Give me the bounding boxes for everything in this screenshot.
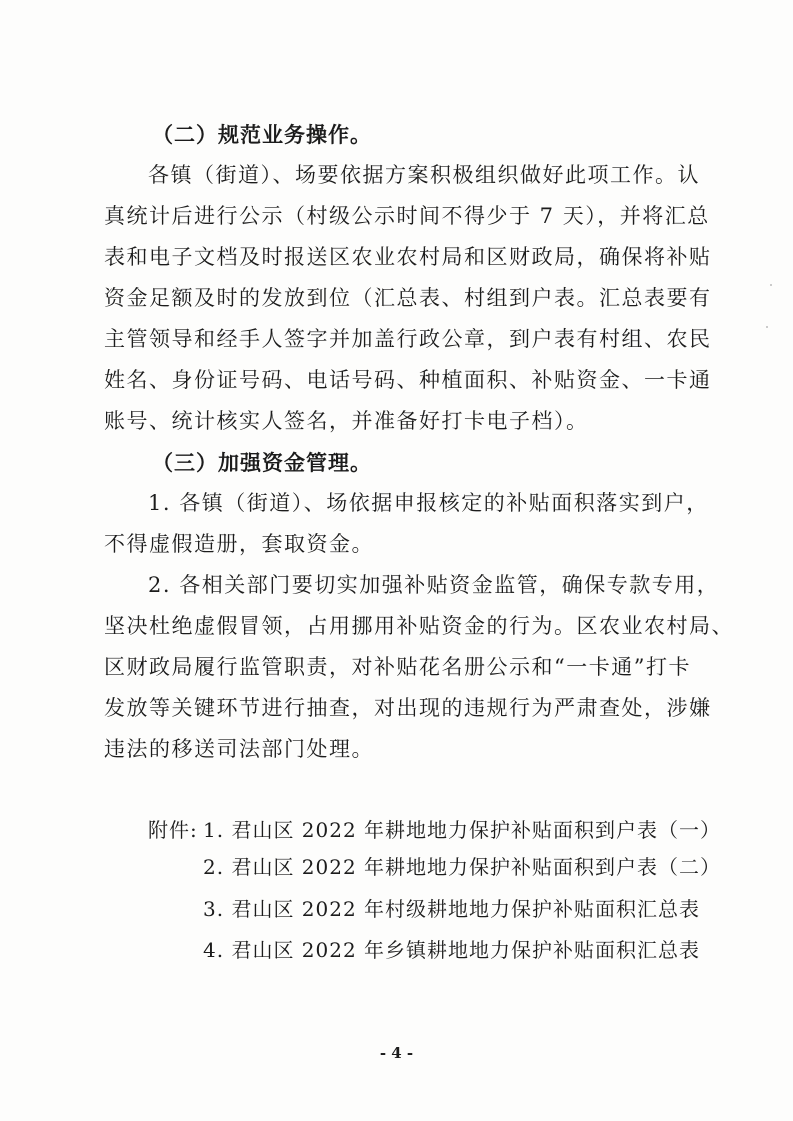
paragraph-line: 各镇（街道）、场要依据方案积极组织做好此项工作。认 bbox=[148, 163, 700, 187]
scan-speck bbox=[766, 326, 768, 328]
paragraph-line: 违法的移送司法部门处理。 bbox=[104, 737, 374, 761]
paragraph-line: 账号、统计核实人签名，并准备好打卡电子档）。 bbox=[104, 409, 589, 433]
paragraph-line: 姓名、身份证号码、电话号码、种植面积、补贴资金、一卡通 bbox=[104, 368, 712, 392]
attachment-item: 3. 君山区 2022 年村级耕地地力保护补贴面积汇总表 bbox=[203, 897, 701, 921]
paragraph-line: 资金足额及时的发放到位（汇总表、村组到户表。汇总表要有 bbox=[104, 286, 712, 310]
paragraph-line: 1. 各镇（街道）、场依据申报核定的补贴面积落实到户， bbox=[148, 491, 709, 515]
paragraph-line: 2. 各相关部门要切实加强补贴资金监管，确保专款专用， bbox=[148, 573, 720, 597]
paragraph-line: 坚决杜绝虚假冒领，占用挪用补贴资金的行为。区农业农村局、 bbox=[104, 614, 734, 638]
paragraph-line: 发放等关键环节进行抽查，对出现的违规行为严肃查处，涉嫌 bbox=[104, 696, 712, 720]
attachment-item: 4. 君山区 2022 年乡镇耕地地力保护补贴面积汇总表 bbox=[203, 938, 701, 962]
section-heading-2: （二）规范业务操作。 bbox=[152, 122, 372, 147]
page-number: - 4 - bbox=[379, 1044, 414, 1062]
paragraph-line: 不得虚假造册，套取资金。 bbox=[104, 532, 374, 556]
paragraph-line: 真统计后进行公示（村级公示时间不得少于 7 天），并将汇总 bbox=[104, 204, 710, 228]
paragraph-line: 表和电子文档及时报送区农业农村局和区财政局，确保将补贴 bbox=[104, 245, 712, 269]
paragraph-line: 区财政局履行监管职责，对补贴花名册公示和“一卡通”打卡 bbox=[104, 655, 691, 679]
paragraph-line: 主管领导和经手人签字并加盖行政公章，到户表有村组、农民 bbox=[104, 327, 712, 351]
attachments-label: 附件: bbox=[148, 818, 198, 842]
section-heading-3: （三）加强资金管理。 bbox=[152, 450, 372, 475]
attachment-item: 1. 君山区 2022 年耕地地力保护补贴面积到户表（一） bbox=[203, 818, 722, 842]
attachment-item: 2. 君山区 2022 年耕地地力保护补贴面积到户表（二） bbox=[203, 855, 722, 879]
scan-speck bbox=[770, 284, 772, 286]
